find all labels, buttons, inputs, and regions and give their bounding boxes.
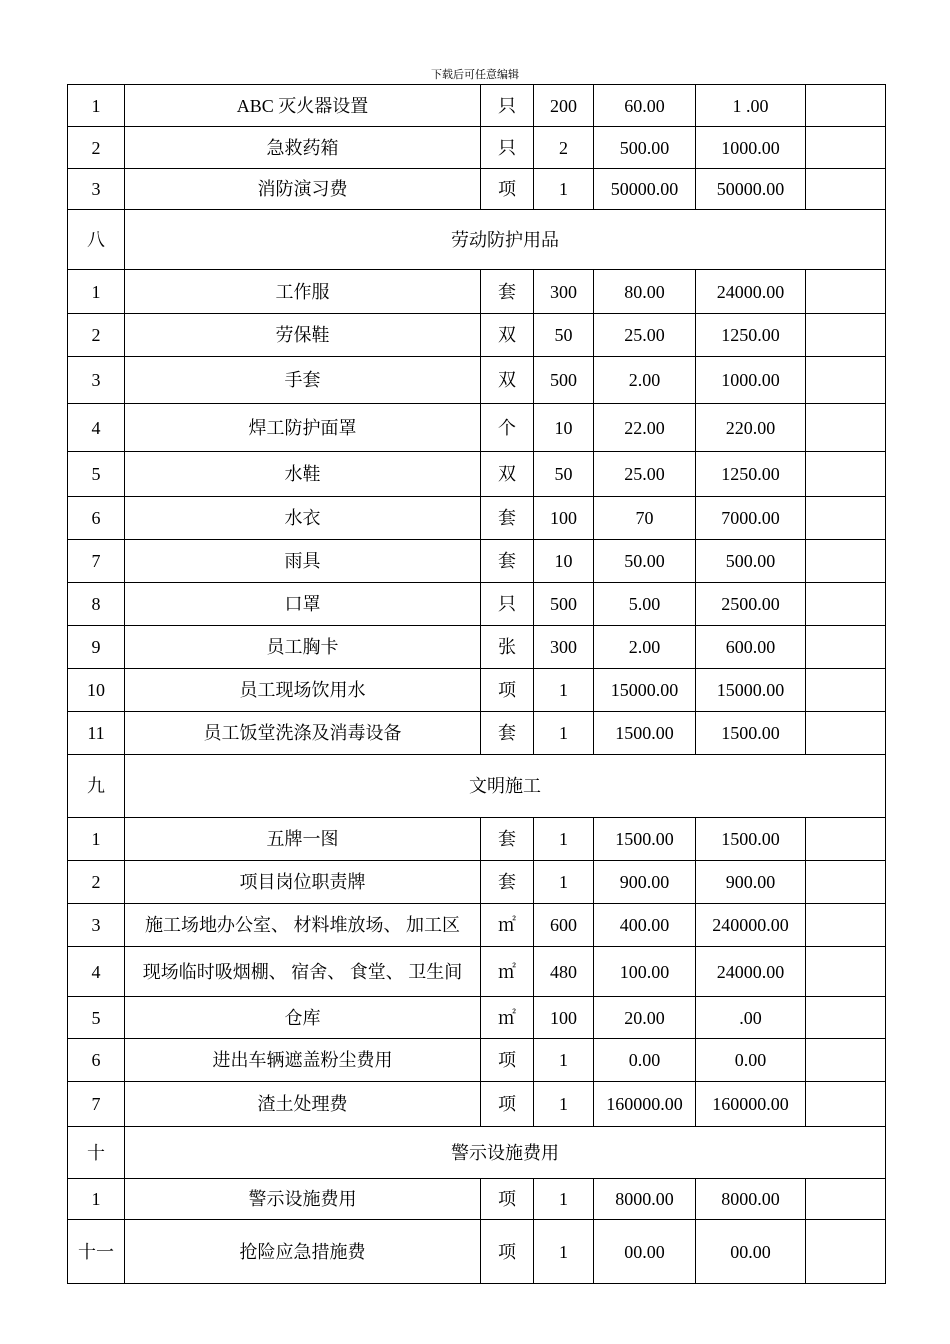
unit-cell: ㎡: [481, 904, 534, 947]
unit-cell: 套: [481, 270, 534, 314]
unit-cell: 套: [481, 497, 534, 540]
item-name-cell: 口罩: [125, 583, 481, 626]
note-cell: [806, 452, 886, 497]
cost-table: [67, 84, 886, 1284]
unit-cell: 双: [481, 357, 534, 404]
unit-cell: 套: [481, 540, 534, 583]
table-row: [68, 861, 886, 904]
quantity-cell: 1: [534, 818, 594, 861]
row-number-cell: 八: [68, 210, 125, 270]
quantity-cell: 1: [534, 1220, 594, 1284]
table-row: [68, 270, 886, 314]
unit-price-cell: 100.00: [594, 947, 696, 997]
total-cell: 500.00: [696, 540, 806, 583]
section-title-cell: 劳动防护用品: [125, 210, 886, 270]
row-number-cell: 5: [68, 997, 125, 1039]
item-name-cell: 工作服: [125, 270, 481, 314]
note-cell: [806, 85, 886, 127]
total-cell: 1500.00: [696, 818, 806, 861]
total-cell: 2500.00: [696, 583, 806, 626]
item-name-cell: 急救药箱: [125, 127, 481, 169]
unit-cell: 套: [481, 861, 534, 904]
row-number-cell: 1: [68, 270, 125, 314]
row-number-cell: 7: [68, 1082, 125, 1127]
unit-cell: 套: [481, 818, 534, 861]
note-cell: [806, 626, 886, 669]
unit-price-cell: 500.00: [594, 127, 696, 169]
section-row: [68, 1127, 886, 1179]
item-name-cell: 员工胸卡: [125, 626, 481, 669]
unit-cell: 项: [481, 1220, 534, 1284]
table-row: [68, 997, 886, 1039]
unit-price-cell: 2.00: [594, 626, 696, 669]
row-number-cell: 6: [68, 1039, 125, 1082]
row-number-cell: 9: [68, 626, 125, 669]
quantity-cell: 50: [534, 452, 594, 497]
table-row: [68, 818, 886, 861]
note-cell: [806, 904, 886, 947]
table-row: [68, 497, 886, 540]
unit-price-cell: 160000.00: [594, 1082, 696, 1127]
unit-cell: 双: [481, 314, 534, 357]
section-title-cell: 文明施工: [125, 755, 886, 818]
item-name-cell: 抢险应急措施费: [125, 1220, 481, 1284]
table-row: [68, 712, 886, 755]
table-row: [68, 452, 886, 497]
total-cell: 0.00: [696, 1039, 806, 1082]
quantity-cell: 500: [534, 357, 594, 404]
unit-cell: 个: [481, 404, 534, 452]
item-name-cell: 水鞋: [125, 452, 481, 497]
total-cell: 8000.00: [696, 1179, 806, 1220]
total-cell: .00: [696, 997, 806, 1039]
quantity-cell: 500: [534, 583, 594, 626]
quantity-cell: 1: [534, 1179, 594, 1220]
unit-price-cell: 00.00: [594, 1220, 696, 1284]
row-number-cell: 2: [68, 127, 125, 169]
unit-price-cell: 70: [594, 497, 696, 540]
total-cell: 7000.00: [696, 497, 806, 540]
note-cell: [806, 270, 886, 314]
quantity-cell: 600: [534, 904, 594, 947]
table-row: [68, 947, 886, 997]
item-name-cell: 渣土处理费: [125, 1082, 481, 1127]
item-name-cell: 员工现场饮用水: [125, 669, 481, 712]
section-row: [68, 755, 886, 818]
quantity-cell: 100: [534, 997, 594, 1039]
note-cell: [806, 1220, 886, 1284]
item-name-cell: 雨具: [125, 540, 481, 583]
table-row: [68, 404, 886, 452]
note-cell: [806, 669, 886, 712]
unit-price-cell: 900.00: [594, 861, 696, 904]
unit-cell: ㎡: [481, 997, 534, 1039]
unit-price-cell: 5.00: [594, 583, 696, 626]
table-row: [68, 1039, 886, 1082]
note-cell: [806, 127, 886, 169]
note-cell: [806, 404, 886, 452]
total-cell: 220.00: [696, 404, 806, 452]
table-row: [68, 540, 886, 583]
note-cell: [806, 1039, 886, 1082]
table-row: [68, 583, 886, 626]
unit-cell: 项: [481, 169, 534, 210]
quantity-cell: 300: [534, 626, 594, 669]
item-name-cell: 焊工防护面罩: [125, 404, 481, 452]
note-cell: [806, 818, 886, 861]
item-name-cell: 项目岗位职责牌: [125, 861, 481, 904]
row-number-cell: 8: [68, 583, 125, 626]
table-row: [68, 85, 886, 127]
unit-price-cell: 15000.00: [594, 669, 696, 712]
total-cell: 15000.00: [696, 669, 806, 712]
item-name-cell: 警示设施费用: [125, 1179, 481, 1220]
quantity-cell: 200: [534, 85, 594, 127]
row-number-cell: 2: [68, 861, 125, 904]
unit-price-cell: 25.00: [594, 452, 696, 497]
unit-price-cell: 2.00: [594, 357, 696, 404]
unit-cell: 项: [481, 1082, 534, 1127]
quantity-cell: 480: [534, 947, 594, 997]
table-row: [68, 669, 886, 712]
note-cell: [806, 947, 886, 997]
item-name-cell: 进出车辆遮盖粉尘费用: [125, 1039, 481, 1082]
quantity-cell: 2: [534, 127, 594, 169]
note-cell: [806, 357, 886, 404]
unit-price-cell: 8000.00: [594, 1179, 696, 1220]
unit-cell: 双: [481, 452, 534, 497]
row-number-cell: 1: [68, 1179, 125, 1220]
row-number-cell: 3: [68, 169, 125, 210]
table-row: [68, 169, 886, 210]
unit-price-cell: 50000.00: [594, 169, 696, 210]
item-name-cell: 仓库: [125, 997, 481, 1039]
quantity-cell: 1: [534, 861, 594, 904]
total-cell: 24000.00: [696, 270, 806, 314]
quantity-cell: 100: [534, 497, 594, 540]
row-number-cell: 6: [68, 497, 125, 540]
item-name-cell: 施工场地办公室、 材料堆放场、 加工区: [125, 904, 481, 947]
page-header-note: 下载后可任意编辑: [431, 68, 519, 81]
quantity-cell: 1: [534, 1082, 594, 1127]
total-cell: 240000.00: [696, 904, 806, 947]
note-cell: [806, 1082, 886, 1127]
unit-cell: 只: [481, 127, 534, 169]
unit-price-cell: 25.00: [594, 314, 696, 357]
unit-cell: 套: [481, 712, 534, 755]
table-row: [68, 904, 886, 947]
total-cell: 50000.00: [696, 169, 806, 210]
total-cell: 00.00: [696, 1220, 806, 1284]
row-number-cell: 10: [68, 669, 125, 712]
unit-cell: 只: [481, 85, 534, 127]
unit-price-cell: 20.00: [594, 997, 696, 1039]
table-row: [68, 1082, 886, 1127]
row-number-cell: 3: [68, 904, 125, 947]
row-number-cell: 7: [68, 540, 125, 583]
section-row: [68, 210, 886, 270]
row-number-cell: 4: [68, 947, 125, 997]
note-cell: [806, 1179, 886, 1220]
quantity-cell: 1: [534, 1039, 594, 1082]
item-name-cell: 手套: [125, 357, 481, 404]
quantity-cell: 300: [534, 270, 594, 314]
total-cell: 1250.00: [696, 314, 806, 357]
total-cell: 1000.00: [696, 357, 806, 404]
unit-cell: 只: [481, 583, 534, 626]
table-row: [68, 127, 886, 169]
table-row: [68, 1220, 886, 1284]
total-cell: 1000.00: [696, 127, 806, 169]
row-number-cell: 4: [68, 404, 125, 452]
item-name-cell: 劳保鞋: [125, 314, 481, 357]
row-number-cell: 十一: [68, 1220, 125, 1284]
unit-price-cell: 80.00: [594, 270, 696, 314]
table-row: [68, 357, 886, 404]
unit-price-cell: 0.00: [594, 1039, 696, 1082]
unit-price-cell: 22.00: [594, 404, 696, 452]
quantity-cell: 1: [534, 169, 594, 210]
unit-price-cell: 60.00: [594, 85, 696, 127]
row-number-cell: 1: [68, 818, 125, 861]
item-name-cell: 现场临时吸烟棚、 宿舍、 食堂、 卫生间: [125, 947, 481, 997]
row-number-cell: 11: [68, 712, 125, 755]
note-cell: [806, 540, 886, 583]
table-row: [68, 1179, 886, 1220]
unit-cell: ㎡: [481, 947, 534, 997]
quantity-cell: 10: [534, 540, 594, 583]
row-number-cell: 十: [68, 1127, 125, 1179]
total-cell: 600.00: [696, 626, 806, 669]
note-cell: [806, 169, 886, 210]
unit-cell: 项: [481, 1179, 534, 1220]
unit-cell: 张: [481, 626, 534, 669]
section-title-cell: 警示设施费用: [125, 1127, 886, 1179]
total-cell: 1500.00: [696, 712, 806, 755]
unit-price-cell: 400.00: [594, 904, 696, 947]
unit-cell: 项: [481, 1039, 534, 1082]
item-name-cell: 五牌一图: [125, 818, 481, 861]
note-cell: [806, 861, 886, 904]
table-row: [68, 314, 886, 357]
quantity-cell: 1: [534, 669, 594, 712]
quantity-cell: 10: [534, 404, 594, 452]
row-number-cell: 5: [68, 452, 125, 497]
total-cell: 900.00: [696, 861, 806, 904]
row-number-cell: 2: [68, 314, 125, 357]
item-name-cell: 员工饭堂洗涤及消毒设备: [125, 712, 481, 755]
unit-price-cell: 50.00: [594, 540, 696, 583]
row-number-cell: 3: [68, 357, 125, 404]
total-cell: 24000.00: [696, 947, 806, 997]
note-cell: [806, 583, 886, 626]
quantity-cell: 50: [534, 314, 594, 357]
unit-price-cell: 1500.00: [594, 818, 696, 861]
table-row: [68, 626, 886, 669]
note-cell: [806, 712, 886, 755]
note-cell: [806, 497, 886, 540]
note-cell: [806, 314, 886, 357]
row-number-cell: 九: [68, 755, 125, 818]
unit-price-cell: 1500.00: [594, 712, 696, 755]
item-name-cell: ABC 灭火器设置: [125, 85, 481, 127]
quantity-cell: 1: [534, 712, 594, 755]
total-cell: 1 .00: [696, 85, 806, 127]
note-cell: [806, 997, 886, 1039]
row-number-cell: 1: [68, 85, 125, 127]
total-cell: 160000.00: [696, 1082, 806, 1127]
total-cell: 1250.00: [696, 452, 806, 497]
item-name-cell: 水衣: [125, 497, 481, 540]
unit-cell: 项: [481, 669, 534, 712]
item-name-cell: 消防演习费: [125, 169, 481, 210]
